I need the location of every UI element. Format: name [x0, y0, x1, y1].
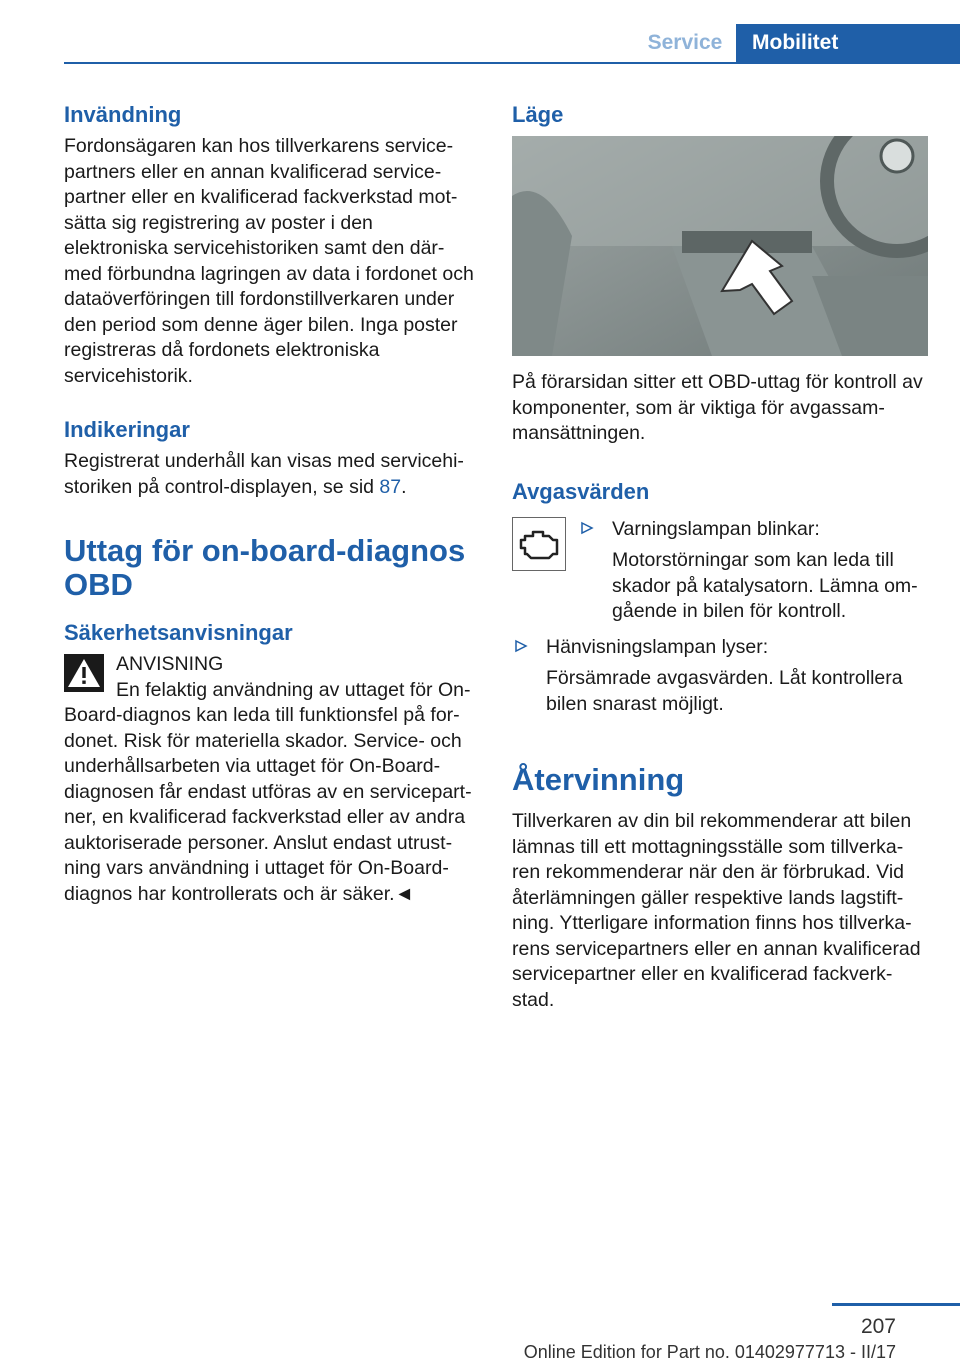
section-title-lage: Läge	[512, 102, 564, 127]
end-mark-icon: ◄	[394, 882, 414, 905]
list-item	[512, 635, 928, 718]
right-column	[512, 100, 928, 1013]
chapter-title-obd: Uttag för on-board-diagnos OBD	[64, 533, 466, 602]
engine-warning-icon-box	[512, 517, 566, 571]
page-number: 207	[860, 1315, 896, 1338]
indikeringar-text: Registrerat underhåll kan visas med servicehi-storiken på control-displayen, se sid 87.	[64, 450, 464, 498]
atervinning-text: Tillverkaren av din bil rekommenderar att bilen lämnas till ett mottagningsställe som tillverka-ren rekommenderar när den är förbrukad. Vid återlämningen gäller respektive lands lagstift-ning. Ytterligare information finns hos tillverka-rens servicepartners eller en annan kvalificerad servicepartner eller en kvalificerad fackverk-stad.	[512, 810, 921, 1011]
obd-location-photo	[512, 136, 928, 356]
tab-mobilitet[interactable]: Mobilitet	[736, 24, 960, 62]
warning-label: ANVISNING	[116, 653, 224, 675]
section-title-invandning: Invändning	[64, 102, 182, 127]
triangle-bullet-icon	[514, 639, 528, 653]
item1-text: Motorstörningar som kan leda till skador på katalysatorn. Lämna om-gående in bilen för kontroll.	[612, 549, 918, 622]
warning-triangle-icon	[64, 654, 104, 692]
section-title-sakerhet: Säkerhetsanvisningar	[64, 620, 293, 645]
item2-text: Försämrade avgasvärden. Låt kontrollera bilen snarast möjligt.	[546, 667, 903, 715]
item2-title: Hänvisningslampan lyser:	[546, 635, 769, 658]
section-title-indikeringar: Indikeringar	[64, 417, 190, 442]
item1-title: Varningslampan blinkar:	[612, 517, 820, 540]
triangle-bullet-icon	[580, 521, 594, 535]
footer-divider	[832, 1303, 960, 1306]
warning-text: Board-diagnos kan leda till funktionsfel på for-donet. Risk för materiella skador. Service- och underhållsarbeten via uttaget för On-Board-diagnosen får endast utföras av en servicepart-ner, en kvalificerad fackverkstad eller av andra auktoriserade personer. Anslut endast utrust-ning vars användning i uttaget för On-Board-diagnos har kontrollerats och är säker.◄	[64, 704, 472, 905]
engine-icon	[513, 518, 565, 570]
left-column	[64, 100, 478, 907]
warning-block	[64, 652, 478, 907]
header-divider	[64, 62, 960, 64]
warning-first-line: En felaktig användning av uttaget för On-	[116, 678, 471, 701]
section-title-avgas: Avgasvärden	[512, 478, 650, 504]
page-ref-link[interactable]: 87	[379, 475, 402, 498]
invandning-text: Fordonsägaren kan hos tillverkarens service-partners eller en annan kvalificerad service-partner eller en kvalificerad fackverkstad mot-sätta sig registrering av poster i den elektroniska servicehistoriken samt den där-med förbundna lagringen av data i fordonet och dataöverföringen till fordonstillverkaren under den period som denne äger bilen. Inga poster registreras då fordonets elektroniska servicehistorik.	[64, 135, 474, 387]
chapter-title-atervinning: Återvinning	[512, 762, 685, 797]
list-item	[512, 517, 928, 625]
edition-text: Online Edition for Part no. 01402977713 - II/17	[523, 1342, 896, 1362]
lage-text: På förarsidan sitter ett OBD-uttag för kontroll av komponenter, som är viktiga för avgassam-mansättningen.	[512, 371, 923, 444]
tab-service[interactable]: Service	[647, 31, 723, 54]
